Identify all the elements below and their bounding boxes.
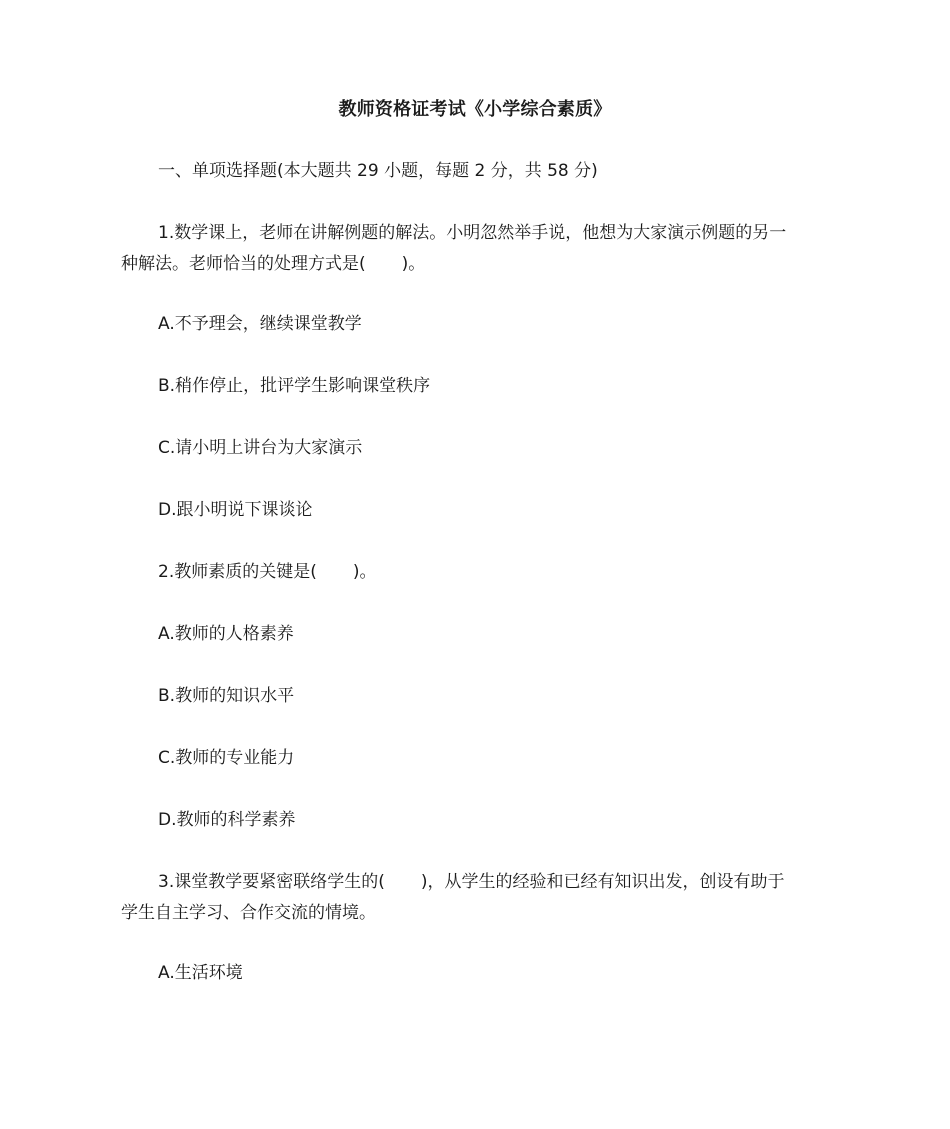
- question-2-option-d: D.教师的科学素养: [158, 810, 296, 830]
- question-1-stem-after-blank: )。: [401, 254, 426, 274]
- question-3-option-a: A.生活环境: [158, 963, 243, 983]
- question-2-option-a: A.教师的人格素养: [158, 624, 294, 644]
- question-3-stem-before-blank: 3.课堂教学要紧密联络学生的(: [158, 872, 385, 892]
- question-1-option-b: B.稍作停止，批评学生影响课堂秩序: [158, 376, 431, 396]
- question-2-option-b: B.教师的知识水平: [158, 686, 295, 706]
- section-heading: 一、单项选择题(本大题共 29 小题，每题 2 分，共 58 分): [158, 161, 598, 181]
- document-title: 教师资格证考试《小学综合素质》: [338, 99, 612, 120]
- question-2-option-c: C.教师的专业能力: [158, 748, 295, 768]
- question-1-option-a: A.不予理会，继续课堂教学: [158, 314, 362, 334]
- question-1-stem-before-blank: 种解法。老师恰当的处理方式是(: [121, 254, 366, 274]
- question-3-stem-line-2: 学生自主学习、合作交流的情境。: [121, 903, 376, 923]
- question-2-stem-before-blank: 2.教师素质的关键是(: [158, 562, 317, 582]
- question-1-stem-line-1: 1.数学课上，老师在讲解例题的解法。小明忽然举手说，他想为大家演示例题的另一: [158, 223, 787, 243]
- question-1-option-d: D.跟小明说下课谈论: [158, 500, 313, 520]
- question-2-stem: [121, 557, 870, 588]
- question-3-stem-line-1: [121, 867, 870, 898]
- question-1-option-c: C.请小明上讲台为大家演示: [158, 438, 363, 458]
- question-2-stem-after-blank: )。: [352, 562, 377, 582]
- question-1-stem-line-2: [121, 249, 833, 280]
- question-3-stem-after-blank: )，从学生的经验和已经有知识出发，创设有助于: [420, 872, 785, 892]
